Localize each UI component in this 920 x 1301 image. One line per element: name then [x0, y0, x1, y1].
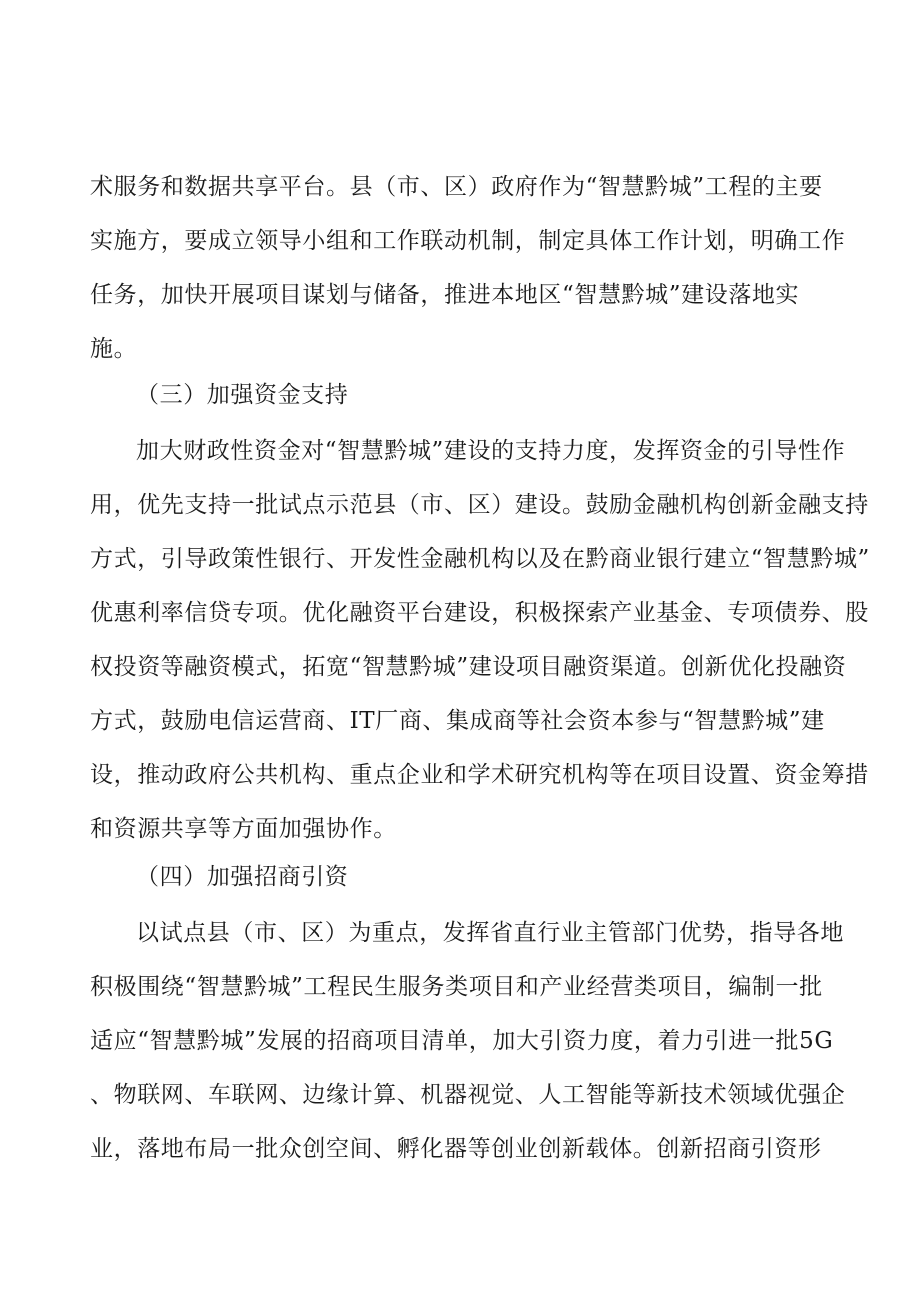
text-line: 术服务和数据共享平台。县（市、区）政府作为“智慧黔城”工程的主要 — [90, 174, 823, 200]
section-heading-funding: （三）加强资金支持 — [136, 382, 349, 408]
section-heading-investment: （四）加强招商引资 — [136, 864, 349, 890]
text-line: 加大财政性资金对“智慧黔城”建设的支持力度，发挥资金的引导性作 — [136, 438, 846, 464]
text-line: 业，落地布局一批众创空间、孵化器等创业创新载体。创新招商引资形 — [90, 1136, 822, 1162]
text-line: 适应“智慧黔城”发展的招商项目清单，加大引资力度，着力引进一批5G — [90, 1028, 834, 1054]
text-line: 和资源共享等方面加强协作。 — [90, 816, 397, 842]
text-line: 任务，加快开展项目谋划与储备，推进本地区“智慧黔城”建设落地实 — [90, 282, 800, 308]
text-line: 设，推动政府公共机构、重点企业和学术研究机构等在项目设置、资金筹措 — [90, 762, 869, 788]
text-line: 、物联网、车联网、边缘计算、机器视觉、人工智能等新技术领域优强企 — [90, 1082, 846, 1108]
text-line: 实施方，要成立领导小组和工作联动机制，制定具体工作计划，明确工作 — [90, 228, 846, 254]
text-line: 权投资等融资模式，拓宽“智慧黔城”建设项目融资渠道。创新优化投融资 — [90, 654, 847, 680]
text-line: 方式，引导政策性银行、开发性金融机构以及在黔商业银行建立“智慧黔城” — [90, 546, 870, 572]
text-line: 积极围绕“智慧黔城”工程民生服务类项目和产业经营类项目，编制一批 — [90, 974, 823, 1000]
text-line: 用，优先支持一批试点示范县（市、区）建设。鼓励金融机构创新金融支持 — [90, 492, 869, 518]
text-line: 施。 — [90, 336, 138, 362]
text-line: 优惠利率信贷专项。优化融资平台建设，积极探索产业基金、专项债券、股 — [90, 600, 869, 626]
text-line: 以试点县（市、区）为重点，发挥省直行业主管部门优势，指导各地 — [136, 920, 844, 946]
text-line: 方式，鼓励电信运营商、IT厂商、集成商等社会资本参与“智慧黔城”建 — [90, 708, 825, 734]
